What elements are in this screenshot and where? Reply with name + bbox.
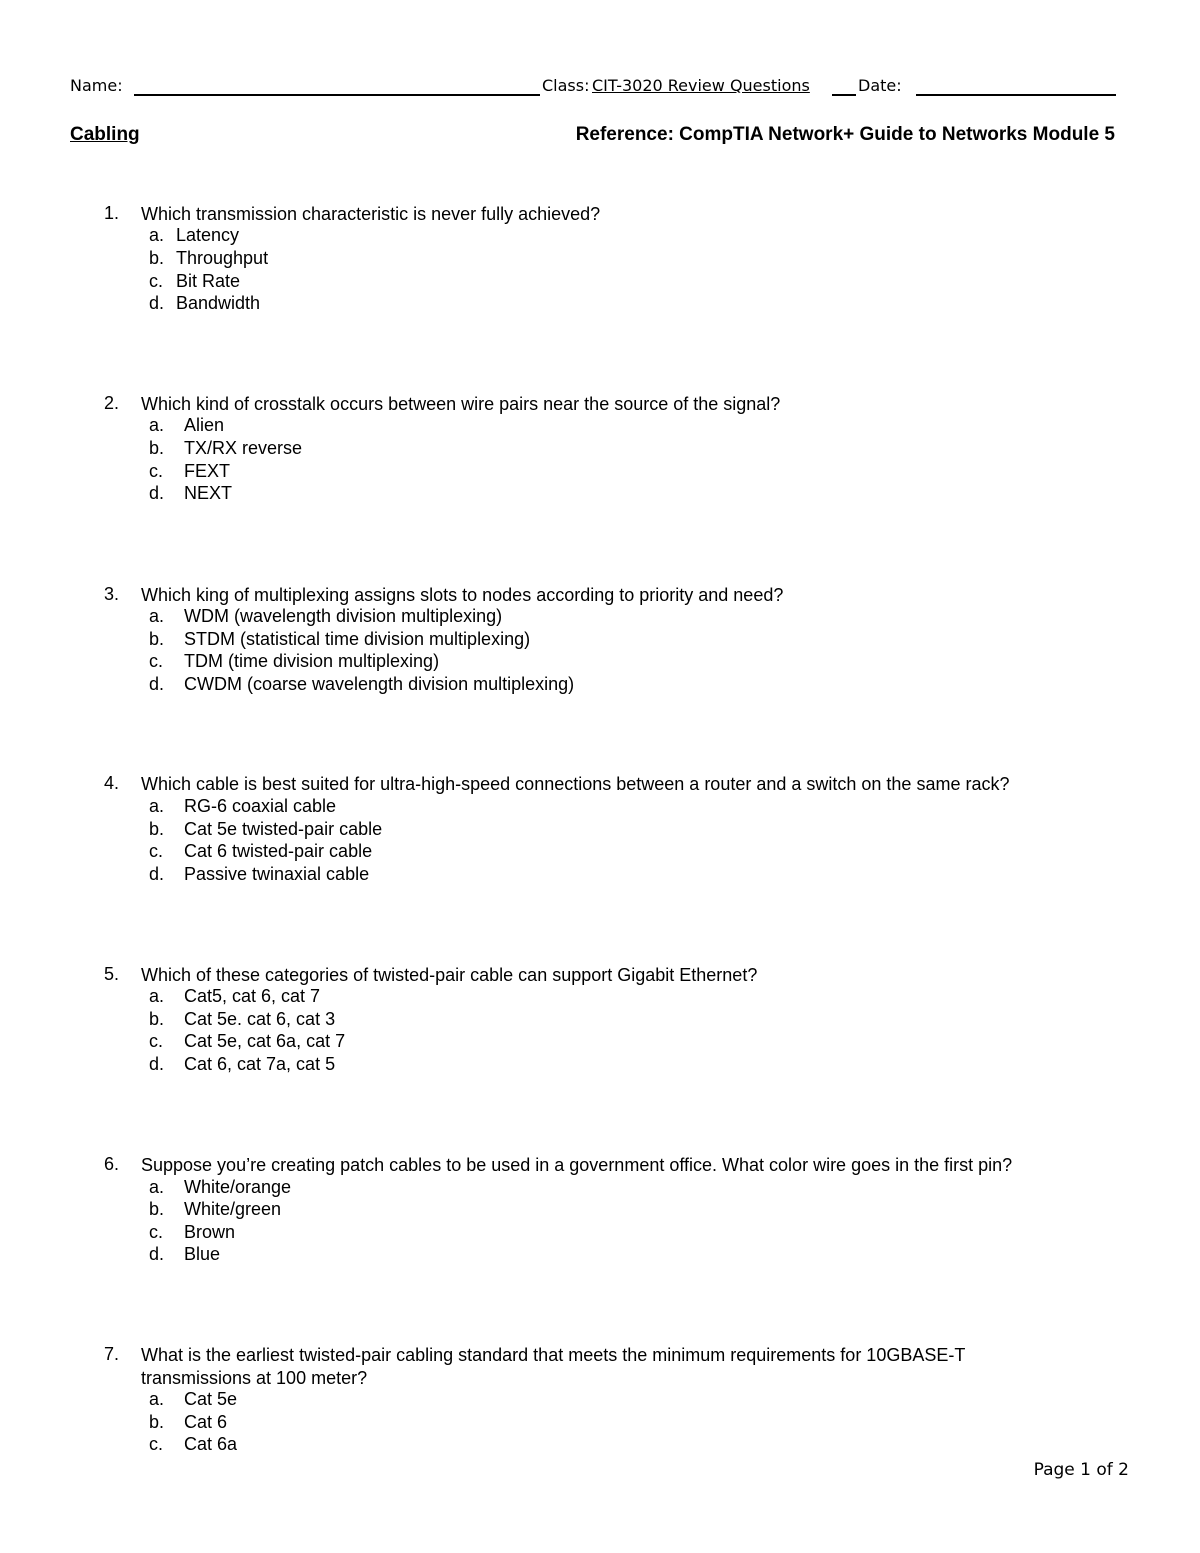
option-b (0, 629, 1000, 651)
question-text: What is the earliest twisted-pair cabling standard that meets the minimum requirements for 10GBASE-T transmissions at 100 meter? (141, 1345, 966, 1388)
question-text: Which transmission characteristic is never fully achieved? (141, 204, 601, 224)
option-letter: b. (149, 438, 165, 458)
class-label: Class: (542, 76, 590, 95)
option-letter: d. (149, 1244, 165, 1264)
option-b (0, 1009, 1000, 1031)
option-letter: c. (149, 1222, 164, 1242)
date-label: Date: (858, 76, 902, 95)
option-d (0, 483, 1000, 505)
option-text: Cat 5e, cat 6a, cat 7 (184, 1031, 346, 1051)
option-letter: d. (149, 483, 165, 503)
option-letter: a. (149, 986, 165, 1006)
option-text: Latency (176, 225, 240, 245)
question-number: 4. (104, 773, 120, 793)
option-text: Cat 6 (184, 1412, 228, 1432)
option-letter: a. (149, 1389, 165, 1409)
question-number: 3. (104, 584, 120, 604)
option-letter: c. (149, 461, 164, 481)
option-text: FEXT (184, 461, 231, 481)
option-text: TX/RX reverse (184, 438, 303, 458)
option-c (0, 1222, 1000, 1244)
option-letter: d. (149, 674, 165, 694)
option-text: Cat 5e. cat 6, cat 3 (184, 1009, 336, 1029)
question-text: Suppose you’re creating patch cables to be used in a government office. What color wire goes in the first pin? (141, 1155, 1013, 1175)
section-title: Cabling (70, 124, 140, 145)
option-text: Cat 6, cat 7a, cat 5 (184, 1054, 336, 1074)
option-text: White/orange (184, 1177, 292, 1197)
option-c (0, 271, 1000, 293)
option-text: RG-6 coaxial cable (184, 796, 337, 816)
question-number: 7. (104, 1344, 120, 1364)
option-letter: d. (149, 1054, 165, 1074)
question-text: Which cable is best suited for ultra-high-speed connections between a router and a switch on the same rack? (141, 774, 1010, 794)
option-letter: d. (149, 293, 165, 313)
option-a (0, 986, 1000, 1008)
option-letter: c. (149, 1031, 164, 1051)
option-letter: b. (149, 819, 165, 839)
class-value: CIT-3020 Review Questions (592, 76, 810, 95)
name-blank (134, 94, 540, 96)
option-b (0, 819, 1000, 841)
option-text: Brown (184, 1222, 236, 1242)
option-letter: c. (149, 271, 164, 291)
option-text: Cat5, cat 6, cat 7 (184, 986, 321, 1006)
option-c (0, 841, 1000, 863)
option-a (0, 796, 1000, 818)
option-text: Bandwidth (176, 293, 261, 313)
option-c (0, 1434, 1000, 1456)
option-d (0, 864, 1000, 886)
option-text: Bit Rate (176, 271, 241, 291)
option-text: Blue (184, 1244, 221, 1264)
option-letter: a. (149, 606, 165, 626)
question-text: Which kind of crosstalk occurs between wire pairs near the source of the signal? (141, 394, 781, 414)
option-b (0, 1412, 1000, 1434)
option-letter: c. (149, 651, 164, 671)
option-letter: a. (149, 225, 165, 245)
option-a (0, 1389, 1000, 1411)
option-d (0, 1244, 1000, 1266)
question-number: 1. (104, 203, 120, 223)
option-letter: c. (149, 1434, 164, 1454)
option-a (0, 606, 1000, 628)
option-c (0, 651, 1000, 673)
question-number: 2. (104, 393, 120, 413)
option-text: Cat 5e (184, 1389, 238, 1409)
header-line (70, 74, 1120, 98)
option-text: Cat 5e twisted-pair cable (184, 819, 383, 839)
option-letter: b. (149, 1199, 165, 1219)
option-text: CWDM (coarse wavelength division multiplexing) (184, 674, 575, 694)
question-number: 5. (104, 964, 120, 984)
name-label: Name: (70, 76, 123, 95)
page-number: Page 1 of 2 (1033, 1460, 1129, 1480)
option-letter: a. (149, 796, 165, 816)
option-letter: b. (149, 1009, 165, 1029)
option-text: Alien (184, 415, 225, 435)
option-letter: b. (149, 248, 165, 268)
reference-title: Reference: CompTIA Network+ Guide to Networks Module 5 (575, 124, 1115, 145)
option-d (0, 293, 1000, 315)
option-d (0, 1054, 1000, 1076)
option-letter: a. (149, 415, 165, 435)
class-blank (832, 94, 856, 96)
option-c (0, 1031, 1000, 1053)
option-letter: d. (149, 864, 165, 884)
option-letter: b. (149, 1412, 165, 1432)
option-text: NEXT (184, 483, 233, 503)
option-d (0, 674, 1000, 696)
option-letter: c. (149, 841, 164, 861)
option-text: WDM (wavelength division multiplexing) (184, 606, 503, 626)
question-text: Which king of multiplexing assigns slots to nodes according to priority and need? (141, 585, 784, 605)
option-c (0, 461, 1000, 483)
question-text: Which of these categories of twisted-pair cable can support Gigabit Ethernet? (141, 965, 758, 985)
option-text: Passive twinaxial cable (184, 864, 370, 884)
option-text: STDM (statistical time division multiplexing) (184, 629, 531, 649)
option-b (0, 438, 1000, 460)
option-text: White/green (184, 1199, 282, 1219)
option-b (0, 1199, 1000, 1221)
option-a (0, 225, 1000, 247)
option-text: Cat 6 twisted-pair cable (184, 841, 373, 861)
option-b (0, 248, 1000, 270)
option-text: Throughput (176, 248, 269, 268)
option-letter: b. (149, 629, 165, 649)
date-blank (916, 94, 1116, 96)
option-a (0, 415, 1000, 437)
option-a (0, 1177, 1000, 1199)
option-text: TDM (time division multiplexing) (184, 651, 440, 671)
question-number: 6. (104, 1154, 120, 1174)
option-text: Cat 6a (184, 1434, 238, 1454)
option-letter: a. (149, 1177, 165, 1197)
